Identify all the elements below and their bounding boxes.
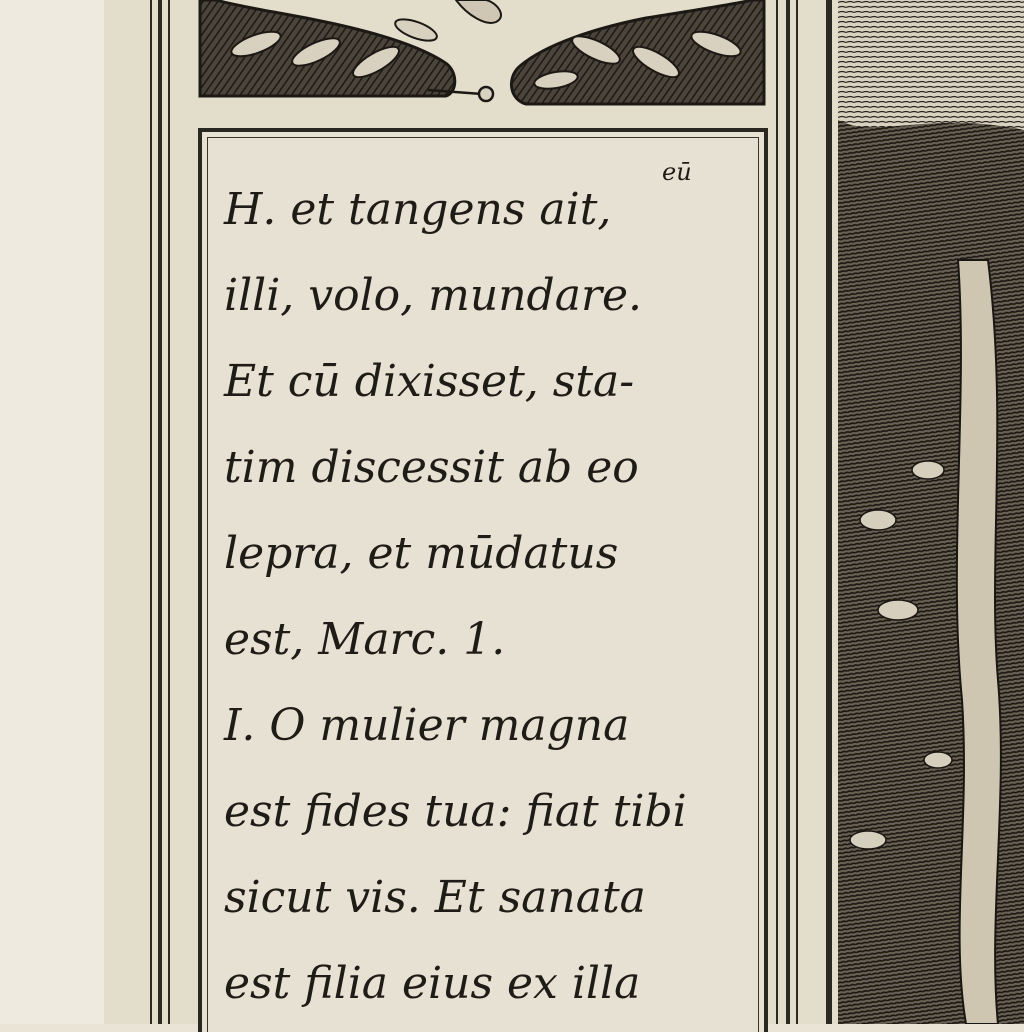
frame-rule [776,0,778,1024]
abbreviation-superscript: eū [662,158,692,186]
inscription-line: sicut vis. Et sanata [224,872,646,923]
frame-rule [796,0,798,1024]
inscription-line: Et cū dixisset, sta- [224,356,635,407]
inscription-line: tim discessit ab eo [224,442,639,493]
inscription-line: lepra, et mūdatus [224,528,619,579]
frame-rule [826,0,832,1024]
inscription-line: est filia eius ex illa [224,958,641,1009]
engraved-landscape [838,0,1024,1024]
frame-rule [786,0,790,1024]
inscription-line: H. et tangens ait, [224,184,612,235]
laurel-ornament [196,0,768,112]
inscription-line: est, Marc. 1. [224,614,506,665]
frame-rule [158,0,162,1024]
paper-margin [0,0,104,1024]
frame-rule [150,0,152,1024]
inscription-panel [198,128,768,1032]
inscription-line: illi, volo, mundare. [224,270,642,321]
frame-rule [168,0,170,1024]
inscription-line: est fides tua: fiat tibi [224,786,687,837]
inscription-line: I. O mulier magna [224,700,630,751]
